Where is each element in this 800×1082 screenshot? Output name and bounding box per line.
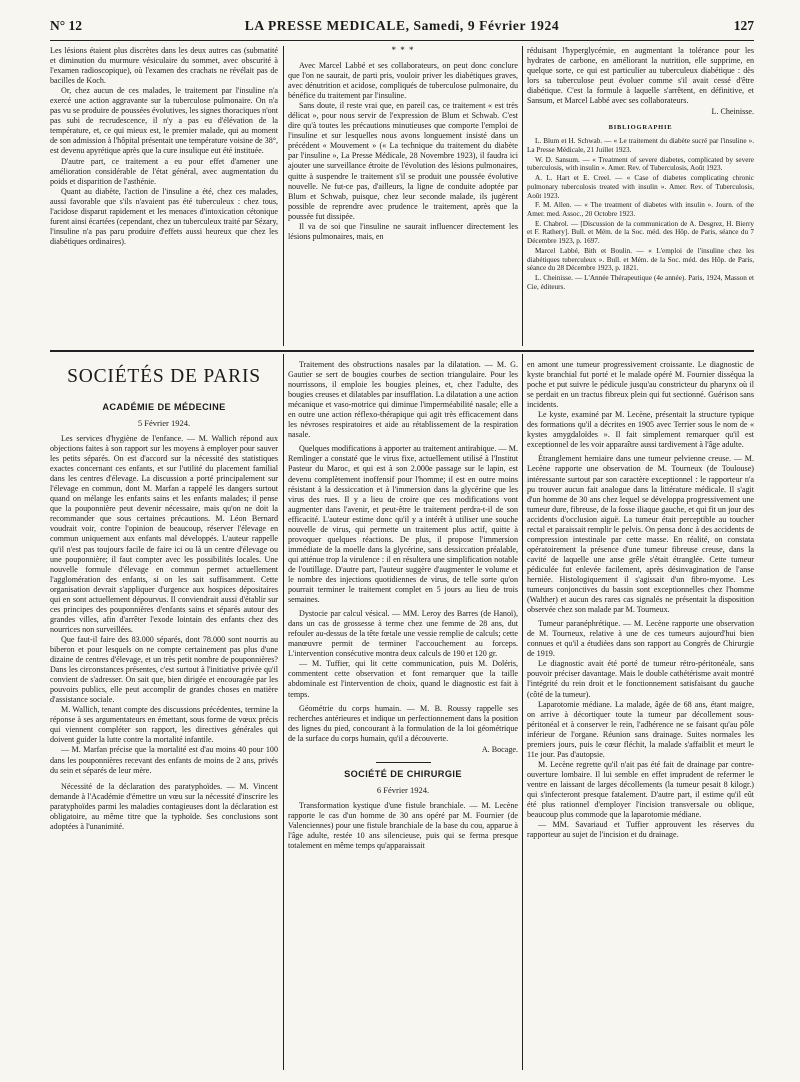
page-header	[50, 18, 754, 36]
lower-column-1	[50, 354, 278, 1070]
page-number: 127	[733, 18, 754, 33]
bibliography-entry: F. M. Allen. — « The treatment of diabetes with insulin ». Journ. of the Amer. med. Assoc., 20 Octobre 1923.	[527, 201, 754, 218]
issue-number: N° 12	[50, 18, 83, 33]
paragraph: en amont une tumeur progressivement croissante. Le diagnostic de kyste branchial fut porté et le malade opéré M. Fournier disséqua la poche et put suivre le pédicule jusqu'au constricteur du pharynx où il se perdait en un tractus fibreux plein qui fut sectionné. Guérison sans incidents.	[527, 360, 754, 410]
subsection-title-academie: ACADÉMIE DE MÉDECINE	[102, 402, 226, 412]
paragraph: Or, chez aucun de ces malades, le traitement par l'insuline n'a exercé une action aggravante sur la tuberculose pulmonaire. On n'a pas vu se produire de poussées évolutives, les signes thoraciques n'ont pas subi de recrudescence, il n'y a pas eu d'élévation de la température, et, ce qui mieux est, le premier malade, qui au moment de son admission à l'hôpital présentait une température voisine de 38°, est devenu apyrétique après que la cure insulique eut été instituée.	[50, 86, 278, 156]
section-title-societes: SOCIÉTÉS DE PARIS	[67, 366, 261, 387]
upper-column-1	[50, 46, 278, 344]
column-divider	[283, 354, 284, 1070]
section-rule	[50, 350, 754, 352]
bibliography-entry: L. Cheinisse. — L'Année Thérapeutique (4e année). Paris, 1924, Masson et Cie, éditeurs.	[527, 273, 754, 291]
bibliography-entry: E. Chabrol. — [Discussion de la communication de A. Desgrez, H. Bierry et F. Rathery]. Bull. et Mém. de la Soc. méd. des Hôp. de Paris, séance du 7 Décembre 1923, p. 1697.	[527, 219, 754, 246]
column-divider	[283, 46, 284, 346]
column-divider	[522, 354, 523, 1070]
short-divider	[376, 762, 431, 763]
paragraph: Laparotomie médiane. La malade, âgée de 68 ans, étant maigre, on arrive à décortiquer toute la tumeur par décollement sous-péritonéal et à conserver le rein, l'adhérence ne se faisant qu'au pôle inférieur de l'organe. Réunion sans drainage. Suites normales les premiers jours, puis le cœur fléchit, la malade s'affaiblit et meurt le 11e jour. Pas d'autopsie.	[527, 699, 754, 759]
bibliography-entry: Marcel Labbé, Bith et Boulin. — « L'emploi de l'insuline chez les diabétiques tuberculeux ». Bull. et Mém. de la Soc. méd. des Hôp. de Paris, séance du 28 Décembre 1923, p. 1821.	[527, 246, 754, 273]
paragraph: — MM. Savariaud et Tuffier approuvent les réserves du rapporteur au sujet de l'incision et du drainage.	[527, 820, 754, 840]
paragraph: Le diagnostic avait été porté de tumeur rétro-péritonéale, sans pouvoir préciser davantage. Mais le double cathétérisme avait montré l'intégrité du rein droit et le fonctionnement satisfaisant du gauche (côté de la tumeur).	[527, 659, 754, 699]
paragraph: Traitement des obstructions nasales par la dilatation. — M. G. Gautier se sert de bougies courbes de section triangulaire. Pour les nourrissons, il emploie les bougies pleines, et, chez l'adulte, des bougies creuses et dilatables par insufflation. La dilatation a une action mécanique et vaso-motrice qui diminue l'imperméabilité nasale; elle a en outre une action réflexo-thérapique qui agit très efficacement dans les névroses respiratoires et aide au rétablissement de la respiration nasale.	[288, 360, 518, 440]
section-stars: * * *	[391, 46, 415, 55]
column-divider	[522, 46, 523, 346]
paragraph: Tumeur paranéphrétique. — M. Lecène rapporte une observation de M. Tourneux, relative à une de ces tumeurs aujourd'hui bien connues et qu'il a étudiées dans son rapport au Congrès de Chirurgie de 1919.	[527, 619, 754, 659]
bibliography-title: BIBLIOGRAPHIE	[608, 124, 673, 132]
session-date: 6 Février 1924.	[376, 784, 430, 795]
paragraph: M. Lecène regrette qu'il n'ait pas été fait de drainage par contre-ouverture lombaire. Il lui semble en effet imprudent de refermer le ventre en laissant de larges décollements (la tumeur pesait 8 kilogr.) qui s'infecteront presque fatalement. D'autre part, il estime qu'il eût été plus rationnel d'employer l'incision transversale ou oblique, beaucoup plus commode que la laparotomie médiane.	[527, 759, 754, 820]
paragraph: Les services d'hygiène de l'enfance. — M. Wallich répond aux objections faites à son rapport sur les moyens à employer pour sauver les petits séparés. On est d'accord sur la nécessité des statistiques exactes concernant ces enfants, et sur l'utilité du placement familial dans les centres d'élevage. La discussion a porté principalement sur l'élevage en commun, dont M. Marfan a rappelé les dangers surtout quand on mélange les enfants sains et les enfants malades; il pense que la pouponnière peut devenir nécessaire, mais qu'on ne doit la recommander que sous certaines précautions. M. Léon Bernard voudrait voir, contre l'opinion de beaucoup, réserver l'élevage en commun uniquement aux enfants mal développés. L'auteur rappelle qu'il n'est pas toujours facile de faire ici ou là un centre d'élevage ou une pouponnière; il faut compter avec les possibilités locales. Une nouvelle formule d'élevage en commun permet actuellement l'agglomération des enfants, si on les sait suffisamment. Cette organisation devrait s'appliquer d'urgence aux hospices dépositaires qui en sont actuellement dépourvus. Il conviendrait aussi d'établir sur ces principes des pouponnières d'enfants sains et séparés autour des grandes villes, afin d'arrêter l'exode lointain des enfants chez des nourrices non surveillées.	[50, 434, 278, 634]
session-date: 5 Février 1924.	[137, 418, 191, 428]
paragraph: Nécessité de la déclaration des paratyphoïdes. — M. Vincent demande à l'Académie d'émettre un vœu sur la nécessité d'inscrire les paratyphoïdes parmi les maladies contagieuses dont la déclaration est obligatoire, au même titre que la typhoïde. Ses conclusions sont adoptées à l'unanimité.	[50, 781, 278, 831]
bibliography-entry: L. Blum et H. Schwab. — « Le traitement du diabète sucré par l'insuline ». La Presse Médicale, 21 Juillet 1923.	[527, 137, 754, 155]
paragraph: — M. Marfan précise que la mortalité est d'au moins 40 pour 100 dans les pouponnières recevant des enfants de moins de 2 ans, privés du sein et séparés de leur mère.	[50, 745, 278, 775]
lower-column-2	[288, 360, 518, 1070]
bibliography-entry: A. L. Hart et E. Creel. — « Case of diabetes complicating chronic pulmonary tuberculosis treated with insulin ». Amer. Rev. of Tuberculosis, Août 1923.	[527, 174, 754, 200]
paragraph: réduisant l'hyperglycémie, en augmentant la tolérance pour les hydrates de carbone, en améliorant la nutrition, elle supprime, en quelque sorte, ce qui est particulier au tuberculeux diabétique : dès lors sa tuberculose peut évoluer comme s'il avait cessé d'être diabétique. C'est la formule à laquelle s'arrêtent, en définitive, et Sansum, et Marcel Labbé avec ses collaborateurs.	[527, 46, 754, 106]
paragraph: Géométrie du corps humain. — M. B. Roussy rappelle ses recherches antérieures et indique un perfectionnement dans la position des lignes du pied, concourant à la formulation de la loi géométrique de la surface du corps humain, qu'il a découverte.	[288, 703, 518, 743]
paragraph: Quant au diabète, l'action de l'insuline a été, chez ces malades, aussi favorable que s'ils n'avaient pas été tuberculeux : chez tous, l'acidose disparut rapidement et les menaces d'intoxication cétonique furent ainsi écartées (cependant, chez un tuberculeux traité par Sézary, l'insuline n'a pas paru produire d'effets aussi heureux que chez les diabétiques ordinaires).	[50, 186, 278, 246]
paragraph: — M. Tuffier, qui lit cette communication, puis M. Doléris, commentent cette observation et font remarquer que la taille abdominale est l'intervention de choix, quand le diagnostic est fait à temps.	[288, 659, 518, 699]
bibliography-entry: W. D. Sansum. — « Treatment of severe diabetes, complicated by severe tuberculosis, with insulin ». Amer. Rev. of Tuberculosis, Août 1923.	[527, 155, 754, 173]
header-rule	[50, 40, 754, 41]
paragraph: Avec Marcel Labbé et ses collaborateurs, on peut donc conclure que l'on ne saurait, de parti pris, vouloir priver les diabétiques graves, avec dénutrition et acidose, compliqués de tuberculose pulmonaire, du bénéfice du traitement par l'insuline.	[288, 61, 518, 101]
author-signature: L. Cheinisse.	[711, 107, 754, 117]
paragraph: Il va de soi que l'insuline ne saurait influencer directement les lésions pulmonaires, mais, en	[288, 221, 518, 241]
paragraph: Sans doute, il reste vrai que, en pareil cas, ce traitement « est très délicat », pour nous servir de l'expression de Blum et Schwab. C'est dire qu'à toutes les précautions minutieuses que comporte l'emploi de l'insuline et sur lesquelles nous avons longuement insisté dans un précédent « Mouvement » (« La technique du traitement du diabète par l'insuline », La Presse Médicale, 28 Novembre 1923), il faudra ici ajouter une surveillance étroite de l'évolution des lésions pulmonaires, quitte à suspendre le traitement s'il se produit une poussée évolutive nouvelle. Ne fut-ce pas, d'ailleurs, la ligne de conduite adoptée par Blum et Schwab, puisque, chez leur seconde malade, ils jugèrent possible de reprendre avec prudence le traitement, après que la poussée fut dissipée.	[288, 101, 518, 221]
paragraph: Les lésions étaient plus discrètes dans les deux autres cas (submatité et diminution du murmure vésiculaire du sommet, avec obscurité à l'examen radioscopique), où l'examen des crachats ne révélait pas de bacilles de Koch.	[50, 46, 278, 86]
subsection-title-chirurgie: SOCIÉTÉ DE CHIRURGIE	[344, 768, 462, 779]
paragraph: Dystocie par calcul vésical. — MM. Leroy des Barres (de Hanoï), dans un cas de grossesse à terme chez une femme de 28 ans, dut refouler au-dessus de la tête fœtale une vessie remplie de calculs; cette manœuvre permit de terminer l'accouchement au forceps. L'intervention consécutive montra deux calculs de 190 et 120 gr.	[288, 609, 518, 659]
paragraph: D'autre part, ce traitement a eu pour effet d'amener une amélioration considérable de l'état général, avec augmentation du poids et disparition de l'asthénie.	[50, 156, 278, 186]
paragraph: Quelques modifications à apporter au traitement antirabique. — M. Remlinger a constaté que le virus fixe, actuellement utilisé à l'Institut Pasteur du Maroc, et qui est à son 2.000e passage sur le lapin, est devenu complètement inoffensif pour l'homme; il est en outre moins résistant à la dessiccation et à l'immersion dans la glycérine que les virus des rues. Il y a lieu de croire que ces modifications vont augmenter dans l'avenir, et peut-être le traitement perdra-t-il de son efficacité. L'auteur estime donc qu'il y a intérêt à utiliser une souche nouvelle de virus, qui permette un traitement plus actif, quitte à provoquer quelques réactions. De plus, il propose l'immersion immédiate de la moelle dans la glycérine, sans dessiccation préalable, qui atténue trop la virulence : il en résultera une simplification notable de l'outillage. D'autre part, l'auteur suggère d'augmenter le volume et le nombre des injections quotidiennes de virus, de telle sorte qu'on pourrait terminer le traitement complet en 5 jours au lieu de trois semaines.	[288, 444, 518, 605]
paragraph: Que faut-il faire des 83.000 séparés, dont 78.000 sont nourris au biberon et pour lesquels on ne compte certainement pas plus d'une dizaine de centres d'élevage, et un très petit nombre de pouponnières? Dans les circonstances présentes, c'est surtout à l'initiative privée qu'il convient de s'adresser. On sait que, bien dirigée et encouragée par les pouvoirs publics, elle peut accomplir de grandes choses en matière d'assistance sociale.	[50, 634, 278, 705]
lower-column-3	[527, 360, 754, 1070]
bibliography	[527, 137, 754, 291]
upper-column-2	[288, 46, 518, 344]
paragraph: M. Wallich, tenant compte des discussions précédentes, termine la réponse à ses argumentateurs en émettant, sous forme de vœux précis qui viennent compléter son rapport, les directives générales qui doivent guider la lutte contre la mortalité infantile.	[50, 705, 278, 745]
paragraph: Le kyste, examiné par M. Lecène, présentait la structure typique des formations qu'il a décrites en 1905 avec Terrier sous le nom de « kystes amygdaloïdes ». Il fait simplement remarquer qu'il est exceptionnel de les voir apparaître aussi tardivement à l'âge adulte.	[527, 410, 754, 450]
masthead-title: LA PRESSE MEDICALE, Samedi, 9 Février 1924	[244, 18, 560, 33]
upper-column-3	[527, 46, 754, 344]
author-signature: A. Bocage.	[481, 744, 518, 754]
paragraph: Transformation kystique d'une fistule branchiale. — M. Lecène rapporte le cas d'un homme de 30 ans opéré par M. Fournier (de Valenciennes) pour une fistule branchiale de la base du cou, apparue à l'âge adulte, restée 10 ans silencieuse, puis qui se ferma presque totalement en même temps qu'apparaissait	[288, 800, 518, 850]
paragraph: Étranglement herniaire dans une tumeur pelvienne creuse. — M. Lecène rapporte une observation de M. Tourneux (de Toulouse) intéressante surtout par son caractère exceptionnel : le rapporteur n'a pu trouver aucun fait analogue dans la littérature médicale. Il s'agit d'un homme de 30 ans chez lequel se développa progressivement une tumeur dure, fibreuse, de la fosse iliaque gauche, et qui fit un jour des accidents d'occlusion aiguë. La tumeur était perceptible au toucher rectal et paraissait remplir le pelvis. On pensa donc à des accidents de compression intestinale par cette masse. En réalité, on constata opératoirement la présence d'une tumeur fibreuse creuse, dans la cavité de laquelle une anse grêle s'était étranglée. Cette tumeur pédiculée fut enlevée facilement, après désinvagination de l'anse herniée. Histologiquement il s'agissait d'un fibro-myome. Les tumeurs conjonctives du bassin sont exceptionnelles chez l'homme (Walther) et aucun des rares cas signalés ne présentait la disposition observée chez son malade par M. Tourneux.	[527, 454, 754, 615]
